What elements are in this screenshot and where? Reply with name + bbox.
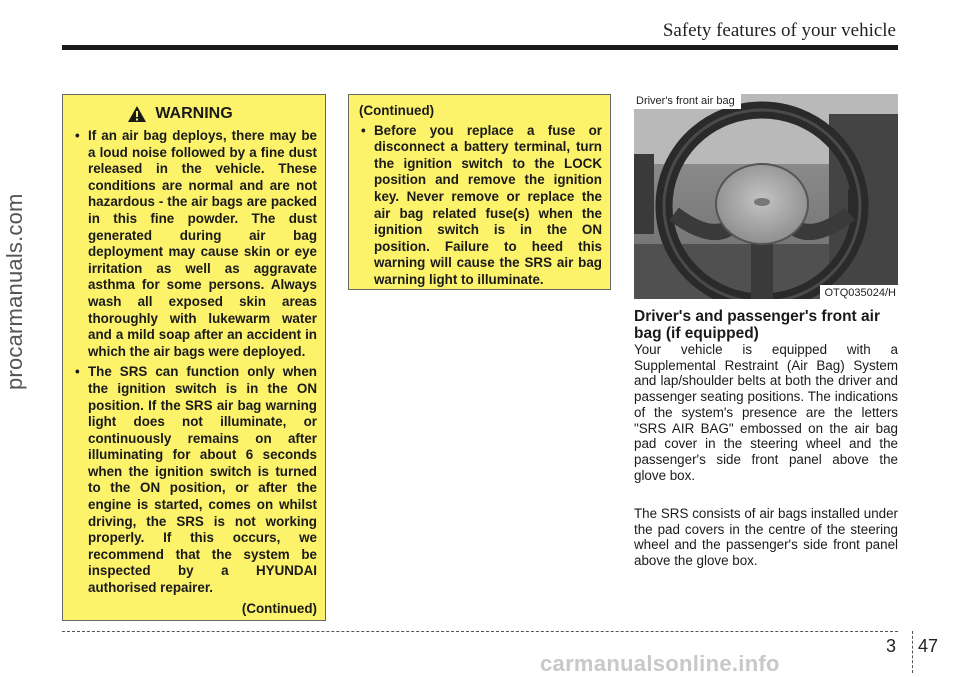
section-heading: Driver's and passenger's front air bag (if equipped): [634, 308, 880, 342]
continued-list: [359, 123, 602, 289]
chapter-number: 3: [886, 636, 897, 656]
body-paragraph: The SRS consists of air bags installed under the pad covers in the centre of the steering wheel and the passenger's side front panel above the glove box.: [634, 506, 898, 569]
warning-list: [73, 128, 317, 597]
side-watermark: procarmanuals.com: [2, 193, 27, 390]
continued-box: [348, 94, 611, 290]
continued-label: (Continued): [359, 103, 435, 118]
body-paragraph: Your vehicle is equipped with a Supplemental Restraint (Air Bag) System and lap/shoulder belts at both the driver and passenger seating positions. The indications of the system's presence are the letters "SRS AIR BAG" embossed on the air bag pad cover in the steering wheel and the passenger's side front panel above the glove box.: [634, 342, 898, 483]
warning-box: [62, 94, 326, 621]
header-title: Safety features of your vehicle: [662, 20, 896, 41]
warning-heading: [43, 105, 317, 123]
header-rule: [62, 45, 898, 50]
footer-rule: [62, 631, 898, 632]
footer-divider: [912, 631, 913, 673]
continued-item: • Before you replace a fuse or disconnect a battery terminal, turn the ignition switch to the LOCK position and remove the ignition key. Never remove or replace the air bag related fuse(s) when the ignition switch is in the ON position. Failure to heed this warning will cause the SRS air bag warning light to illuminate.: [359, 123, 602, 289]
steering-wheel-icon: [634, 94, 898, 299]
bottom-watermark: carmanualsonline.info: [540, 651, 780, 676]
figure-code: OTQ035024/H: [820, 285, 898, 299]
warning-triangle-icon: [127, 105, 147, 123]
page-number: 47: [918, 636, 939, 656]
steering-wheel-photo: [634, 94, 898, 299]
warning-heading-text: WARNING: [155, 104, 233, 122]
warning-item: • If an air bag deploys, there may be a loud noise followed by a fine dust released in the vehicle. These conditions are normal and are not hazardous - the air bags are packed in this fine powder. The dust generated during air bag deployment may cause skin or eye irritation as well as aggravate asthma for some persons. Always wash all exposed skin areas thoroughly with lukewarm water and a mild soap after an accident in which the air bags were deployed.: [73, 128, 317, 360]
figure-label: Driver's front air bag: [634, 94, 741, 109]
continued-label: (Continued): [241, 600, 317, 616]
warning-item: • The SRS can function only when the ignition switch is in the ON position. If the SRS air bag warning light does not illuminate, or continuously remains on after illuminating for about 6 seconds when the ignition switch is turned to the ON position, or after the engine is started, comes on whilst driving, the SRS is not working properly. If this occurs, we recommend that the system be inspected by a HYUNDAI authorised repairer.: [73, 364, 317, 596]
